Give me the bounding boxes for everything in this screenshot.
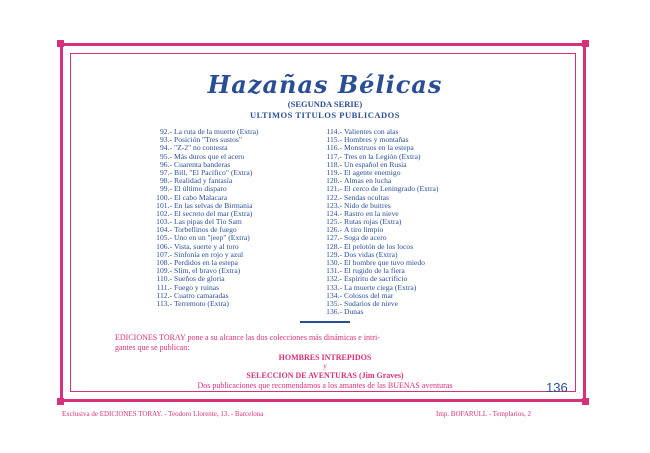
title-text: El rugido de la fiera <box>344 267 405 276</box>
frame-corner <box>582 398 589 405</box>
title-number: 117.- <box>326 152 342 161</box>
title-list-item <box>322 202 512 210</box>
title-text: Almas en lucha <box>344 177 392 186</box>
frame-corner <box>57 40 64 47</box>
title-number: 135.- <box>326 299 342 308</box>
title-number: 111.- <box>156 283 172 292</box>
title-list-item <box>152 292 322 300</box>
title-number: 95.- <box>159 152 172 161</box>
title-text: El hombre que tuvo miedo <box>344 259 425 267</box>
title-text: Dos vidas (Extra) <box>344 250 398 259</box>
title-number: 120.- <box>326 177 342 186</box>
frame-corner <box>582 40 589 47</box>
title-number: 112.- <box>156 291 172 300</box>
title-text: El cabo Malacara <box>174 193 228 202</box>
title-list-item <box>322 210 512 218</box>
title-list-item <box>152 218 322 226</box>
title-text: Sendas ocultas <box>344 193 389 202</box>
promo-line: Dos publicaciones que recomendamos a los amantes de las BUENAS aventuras <box>197 381 453 390</box>
promo-line: EDICIONES TORAY pone a su alcance las dos colecciones más dinámicas e intri- <box>115 333 380 342</box>
title-text: Cuatro camaradas <box>174 291 229 300</box>
title-number: 93.- <box>159 136 172 145</box>
title-list-item <box>152 275 322 283</box>
title-number: 113.- <box>156 299 172 308</box>
title-text: La muerte ciega (Extra) <box>344 283 417 292</box>
title-list-item <box>322 259 512 267</box>
title-list-item <box>152 267 322 275</box>
title-text: El último disparo <box>174 185 227 194</box>
title-number: 128.- <box>326 242 342 251</box>
title-number: 108.- <box>156 259 172 267</box>
titles-column-right <box>322 128 512 316</box>
title-text: Un español en Rusia <box>344 160 407 169</box>
title-text: "Z-2" no contesta <box>174 144 228 153</box>
title-number: 118.- <box>326 160 342 169</box>
title-number: 114.- <box>326 128 342 136</box>
title-number: 119.- <box>326 168 342 177</box>
title-list-item <box>322 185 512 193</box>
title-text: Cuarenta banderas <box>174 160 231 169</box>
title-text: Uno en un "jeep" (Extra) <box>174 234 250 243</box>
title-list-item <box>152 202 322 210</box>
title-list-item <box>322 144 512 152</box>
title-text: Bill, "El Pacífico" (Extra) <box>174 168 253 177</box>
title-number: 134.- <box>326 291 342 300</box>
title-list-item <box>322 243 512 251</box>
title-text: Posición "Tres sustos" <box>174 136 242 145</box>
title-text: Torbellinos de fuego <box>174 226 237 235</box>
title-list-item <box>322 267 512 275</box>
collection-name: HOMBRES INTREPIDOS <box>278 353 372 362</box>
title-list-item <box>322 226 512 234</box>
title-text: Más duros que el acero <box>174 152 245 161</box>
title-list-item <box>322 177 512 185</box>
title-text: Dunas <box>344 308 364 317</box>
title-list-item <box>322 218 512 226</box>
title-number: 124.- <box>326 209 342 218</box>
title-list-item <box>152 251 322 259</box>
title-list-item <box>322 275 512 283</box>
title-text: Fuego y ruinas <box>174 283 220 292</box>
title-list-item <box>152 153 322 161</box>
title-list-item <box>322 292 512 300</box>
title-text: Hombres y montañas <box>344 136 409 145</box>
page-number: 136 <box>546 380 568 395</box>
title-number: 96.- <box>159 160 172 169</box>
title-list-item <box>322 194 512 202</box>
title-list-item <box>322 136 512 144</box>
title-number: 136.- <box>326 308 342 317</box>
title-number: 133.- <box>326 283 342 292</box>
title-number: 99.- <box>159 185 172 194</box>
title-list-item <box>152 194 322 202</box>
title-number: 92.- <box>159 128 172 136</box>
footer-printer: Imp. BOFARULL - Templarios, 2 <box>436 410 532 418</box>
titles-column-left <box>152 128 322 308</box>
title-text: En las selvas de Birmania <box>174 201 253 210</box>
title-list-item <box>152 161 322 169</box>
title-number: 116.- <box>326 144 342 153</box>
title-number: 106.- <box>156 242 172 251</box>
title-list-item <box>152 259 322 267</box>
title-list-item <box>152 284 322 292</box>
title-text: Tres en la Legión (Extra) <box>344 152 421 161</box>
title-number: 102.- <box>156 209 172 218</box>
title-list-item <box>152 234 322 242</box>
title-number: 127.- <box>326 234 342 243</box>
title-text: El secreto del mar (Extra) <box>174 209 253 218</box>
title-number: 107.- <box>156 250 172 259</box>
title-list-item <box>152 185 322 193</box>
title-list-item <box>322 169 512 177</box>
title-number: 129.- <box>326 250 342 259</box>
title-list-item <box>322 308 512 316</box>
page-title: Hazañas Bélicas <box>207 70 443 99</box>
title-text: Colosos del mar <box>344 291 394 300</box>
title-list-item <box>152 210 322 218</box>
title-number: 101.- <box>156 201 172 210</box>
title-text: Sinfonía en rojo y azul <box>174 250 244 259</box>
title-list-item <box>322 300 512 308</box>
title-list-item <box>152 169 322 177</box>
title-list-item <box>152 243 322 251</box>
conjunction: y <box>323 362 327 370</box>
title-text: A tiro limpio <box>344 226 384 235</box>
title-text: El cerco de Leningrado (Extra) <box>344 185 439 194</box>
title-list-item <box>152 136 322 144</box>
title-list-item <box>322 161 512 169</box>
title-text: Monstruos en la estepa <box>344 144 414 153</box>
title-number: 126.- <box>326 226 342 235</box>
title-text: Soga de acero <box>344 234 387 243</box>
title-number: 122.- <box>326 193 342 202</box>
title-text: El pelotón de los locos <box>344 242 414 251</box>
collection-name: SELECCION DE AVENTURAS (Jim Graves) <box>246 371 404 380</box>
series-subtitle: (SEGUNDA SERIE) <box>287 99 363 109</box>
title-text: Sueños de gloria <box>174 275 225 284</box>
title-number: 125.- <box>326 218 342 227</box>
title-text: Rutas rojas (Extra) <box>344 218 402 227</box>
divider <box>300 321 350 323</box>
list-heading: ULTIMOS TITULOS PUBLICADOS <box>250 110 400 120</box>
promo-line: gantes que se publican: <box>115 343 190 352</box>
frame-corner <box>57 398 64 405</box>
title-text: Vista, suerte y al toro <box>174 242 239 251</box>
title-list-item <box>322 234 512 242</box>
title-number: 97.- <box>159 168 172 177</box>
title-list-item <box>152 226 322 234</box>
title-text: Realidad y fantasía <box>174 177 233 186</box>
title-list-item <box>152 177 322 185</box>
title-list-item <box>152 300 322 308</box>
title-text: Sudarios de nieve <box>344 299 398 308</box>
title-list-item <box>322 251 512 259</box>
title-number: 94.- <box>159 144 172 153</box>
title-number: 123.- <box>326 201 342 210</box>
title-list-item <box>152 128 322 136</box>
title-number: 109.- <box>156 267 172 276</box>
title-number: 100.- <box>156 193 172 202</box>
title-text: El agente enemigo <box>344 168 401 177</box>
title-number: 105.- <box>156 234 172 243</box>
title-number: 110.- <box>156 275 172 284</box>
title-text: La ruta de la muerte (Extra) <box>174 128 259 136</box>
title-list-item <box>322 153 512 161</box>
title-number: 115.- <box>326 136 342 145</box>
title-text: Espíritu de sacrificio <box>344 275 408 284</box>
title-list-item <box>322 284 512 292</box>
footer-publisher: Exclusiva de EDICIONES TORAY. - Teodoro Llorente, 13. - Barcelona <box>62 410 264 418</box>
title-text: Las pipas del Tío Sam <box>174 218 242 227</box>
title-text: Slim, el bravo (Extra) <box>174 267 241 276</box>
title-number: 132.- <box>326 275 342 284</box>
title-number: 130.- <box>326 259 342 267</box>
title-list-item <box>152 144 322 152</box>
title-number: 104.- <box>156 226 172 235</box>
title-text: Perdidos en la estepa <box>174 259 238 267</box>
title-text: Rastro en la nieve <box>344 209 399 218</box>
title-text: Nido de buitres <box>344 201 391 210</box>
title-number: 103.- <box>156 218 172 227</box>
title-number: 131.- <box>326 267 342 276</box>
title-number: 121.- <box>326 185 342 194</box>
title-text: Terremoto (Extra) <box>174 299 229 308</box>
title-list-item <box>322 128 512 136</box>
title-text: Valientes con alas <box>344 128 399 136</box>
title-number: 98.- <box>159 177 172 186</box>
